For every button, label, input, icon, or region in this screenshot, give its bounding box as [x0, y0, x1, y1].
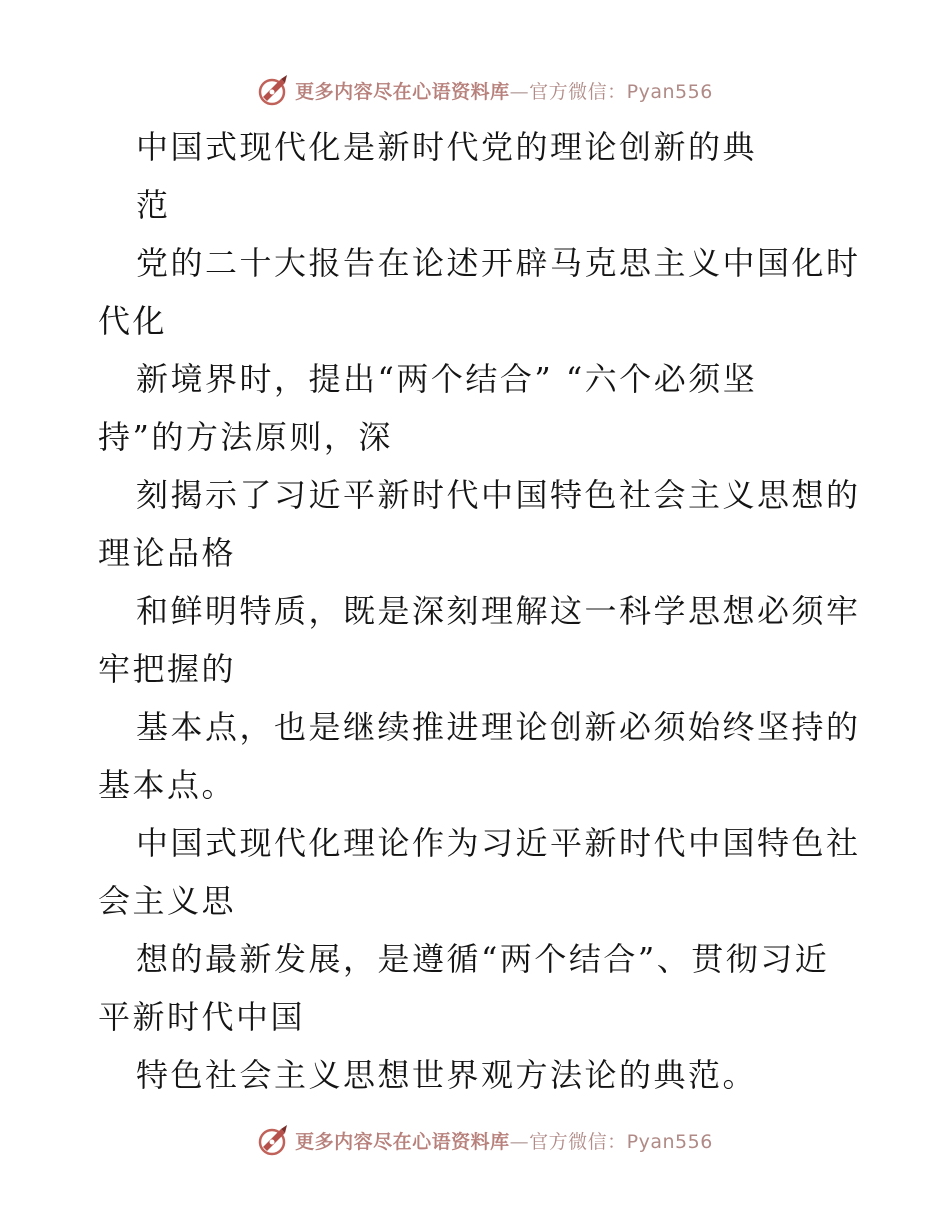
pen-nib-circle-icon	[257, 1123, 291, 1157]
text-line: 范	[136, 186, 171, 224]
watermark-separator: —	[509, 1130, 530, 1153]
watermark-brand: 更多内容尽在心语资料库	[295, 80, 510, 103]
watermark-text	[295, 1127, 713, 1154]
text-line: 平新时代中国	[98, 998, 306, 1036]
watermark-separator: —	[509, 80, 530, 103]
text-line: 想的最新发展，是遵循“两个结合”、贯彻习近	[136, 940, 830, 978]
text-line: 党的二十大报告在论述开辟马克思主义中国化时	[136, 244, 861, 282]
header-watermark	[0, 70, 950, 110]
watermark-contact: 官方微信：Pyan556	[529, 80, 713, 103]
text-line: 新境界时，提出“两个结合” “六个必须坚	[136, 360, 758, 398]
watermark-contact: 官方微信：Pyan556	[529, 1130, 713, 1153]
text-line: 牢把握的	[98, 650, 237, 688]
watermark-group	[257, 73, 713, 107]
text-line: 中国式现代化理论作为习近平新时代中国特色社	[136, 824, 861, 862]
text-line: 基本点。	[98, 766, 237, 804]
text-line: 和鲜明特质，既是深刻理解这一科学思想必须牢	[136, 592, 861, 630]
text-line: 基本点，也是继续推进理论创新必须始终坚持的	[136, 708, 861, 746]
document-body	[98, 118, 861, 1104]
watermark-text	[295, 77, 713, 104]
footer-watermark	[0, 1120, 950, 1160]
watermark-brand: 更多内容尽在心语资料库	[295, 1130, 510, 1153]
text-line: 特色社会主义思想世界观方法论的典范。	[136, 1056, 758, 1094]
pen-nib-circle-icon	[257, 73, 291, 107]
text-line: 持”的方法原则，深	[98, 418, 393, 456]
text-line: 代化	[98, 302, 168, 340]
text-line: 理论品格	[98, 534, 237, 572]
text-line: 中国式现代化是新时代党的理论创新的典	[136, 128, 758, 166]
text-line: 会主义思	[98, 882, 237, 920]
watermark-group	[257, 1123, 713, 1157]
text-line: 刻揭示了习近平新时代中国特色社会主义思想的	[136, 476, 861, 514]
